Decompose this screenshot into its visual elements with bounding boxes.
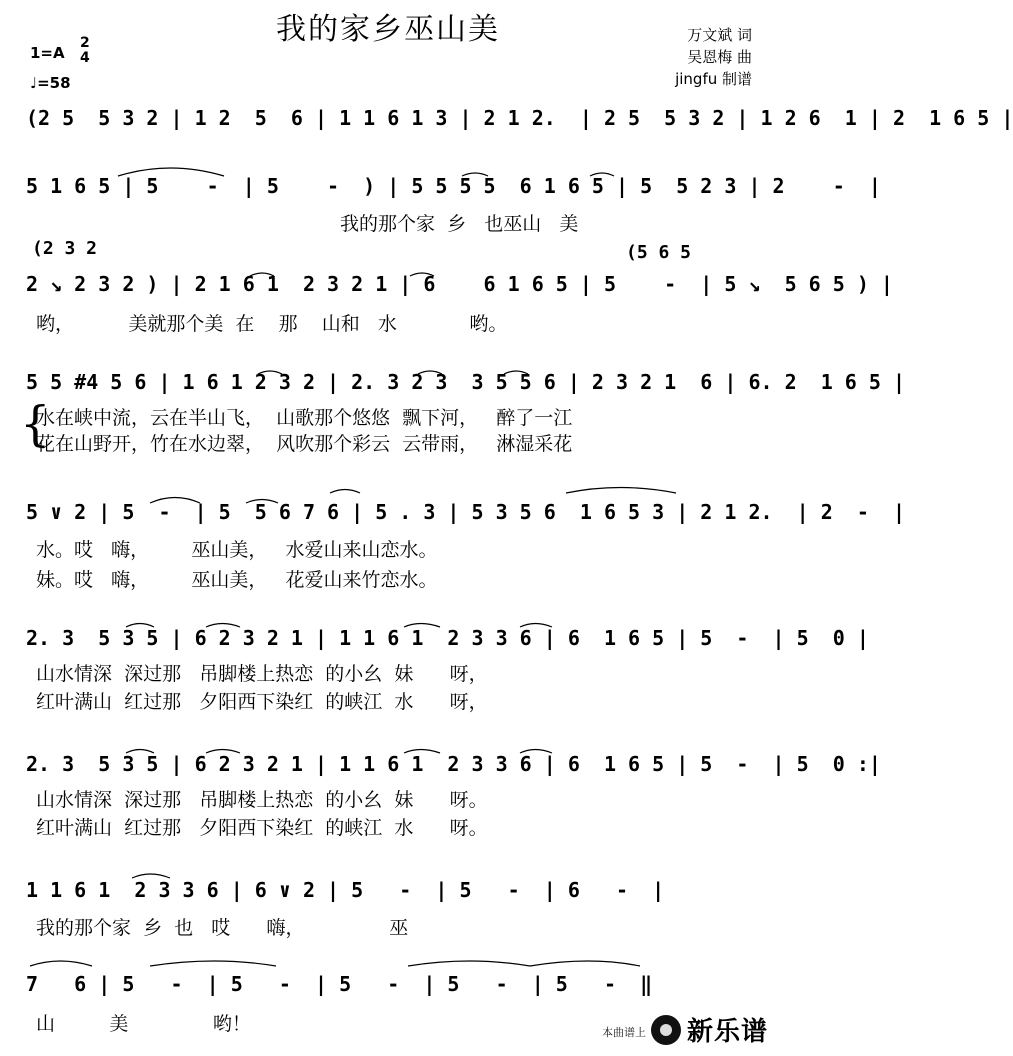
lyrics-line: 我的那个家 乡 也 哎 嗨， 巫	[36, 916, 409, 939]
lyrics-line: 红叶满山 红过那 夕阳西下染红 的峡江 水 呀，	[36, 690, 488, 713]
verse-brace: {	[20, 396, 51, 452]
grace-notes: (2 3 2	[32, 238, 98, 259]
grace-notes: (5 6 5	[626, 242, 692, 263]
key-label: 1=A	[30, 44, 65, 62]
lyrics-line: 山水情深 深过那 吊脚楼上热恋 的小幺 妹 呀。	[36, 788, 488, 811]
time-numerator: 2	[80, 35, 90, 51]
time-denominator: 4	[80, 50, 90, 66]
lyrics-line: 水在峡中流，云在半山飞， 山歌那个悠悠 飘下河， 醉了一江	[36, 406, 573, 429]
site-logo	[651, 1011, 768, 1048]
notes-line: 2. 3 5 3 5 | 6 2 3 2 1 | 1 1 6 1 2 3 3 6 | 6 1 6 5 | 5 - | 5 0 |	[26, 626, 869, 650]
notes-line: 7 6 | 5 - | 5 - | 5 - | 5 - | 5 - ‖	[26, 972, 653, 996]
lyrics-line: 水。哎 嗨， 巫山美， 水爱山来山恋水。	[36, 538, 438, 561]
key-signature	[30, 35, 90, 66]
vinyl-disc-icon	[651, 1015, 681, 1045]
lyrics-line: 花在山野开，竹在水边翠， 风吹那个彩云 云带雨， 淋湿采花	[36, 432, 573, 455]
lyrics-line: 山水情深 深过那 吊脚楼上热恋 的小幺 妹 呀，	[36, 662, 488, 685]
notes-line: 5 1 6 5 | 5 - | 5 - ) | 5 5 5 5 6 1 6 5 | 5 5 2 3 | 2 - |	[26, 174, 881, 198]
transcriber-credit: jingfu 制谱	[675, 70, 752, 88]
notes-line: 1 1 6 1 2 3 3 6 | 6 ∨ 2 | 5 - | 5 - | 6 - |	[26, 878, 665, 902]
lyrics-line: 哟， 美就那个美 在 那 山和 水 哟。	[36, 312, 508, 335]
lyrics-line: 妹。哎 嗨， 巫山美， 花爱山来竹恋水。	[36, 568, 438, 591]
lyrics-line: 山 美 哟！	[36, 1012, 251, 1035]
lyricist-credit: 万文斌 词	[687, 26, 752, 44]
lyrics-line: 我的那个家 乡 也巫山 美	[340, 212, 579, 235]
logo-text: 新乐谱	[686, 1017, 768, 1047]
notes-line: 2 ↘ 2 3 2 ) | 2 1 6 1 2 3 2 1 | 6 6 1 6 5 | 5 - | 5 ↘ 5 6 5 ) |	[26, 272, 893, 296]
notes-line: (2 5 5 3 2 | 1 2 5 6 | 1 1 6 1 3 | 2 1 2. | 2 5 5 3 2 | 1 2 6 1 | 2 1 6 5 |	[26, 106, 1013, 130]
notes-line: 2. 3 5 3 5 | 6 2 3 2 1 | 1 1 6 1 2 3 3 6 | 6 1 6 5 | 5 - | 5 0 :|	[26, 752, 881, 776]
lyrics-line: 红叶满山 红过那 夕阳西下染红 的峡江 水 呀。	[36, 816, 488, 839]
footer-note: 本曲谱上	[602, 1026, 646, 1039]
song-title: 我的家乡巫山美	[276, 12, 500, 47]
composer-credit: 吴恩梅 曲	[687, 48, 752, 66]
notes-line: 5 5 #4 5 6 | 1 6 1 2 3 2 | 2. 3 2 3 3 5 5 6 | 2 3 2 1 6 | 6. 2 1 6 5 |	[26, 370, 905, 394]
time-signature	[80, 36, 90, 66]
notes-line: 5 ∨ 2 | 5 - | 5 5 6 7 6 | 5 . 3 | 5 3 5 6 1 6 5 3 | 2 1 2. | 2 - |	[26, 500, 905, 524]
tempo-marking: ♩=58	[30, 74, 71, 92]
